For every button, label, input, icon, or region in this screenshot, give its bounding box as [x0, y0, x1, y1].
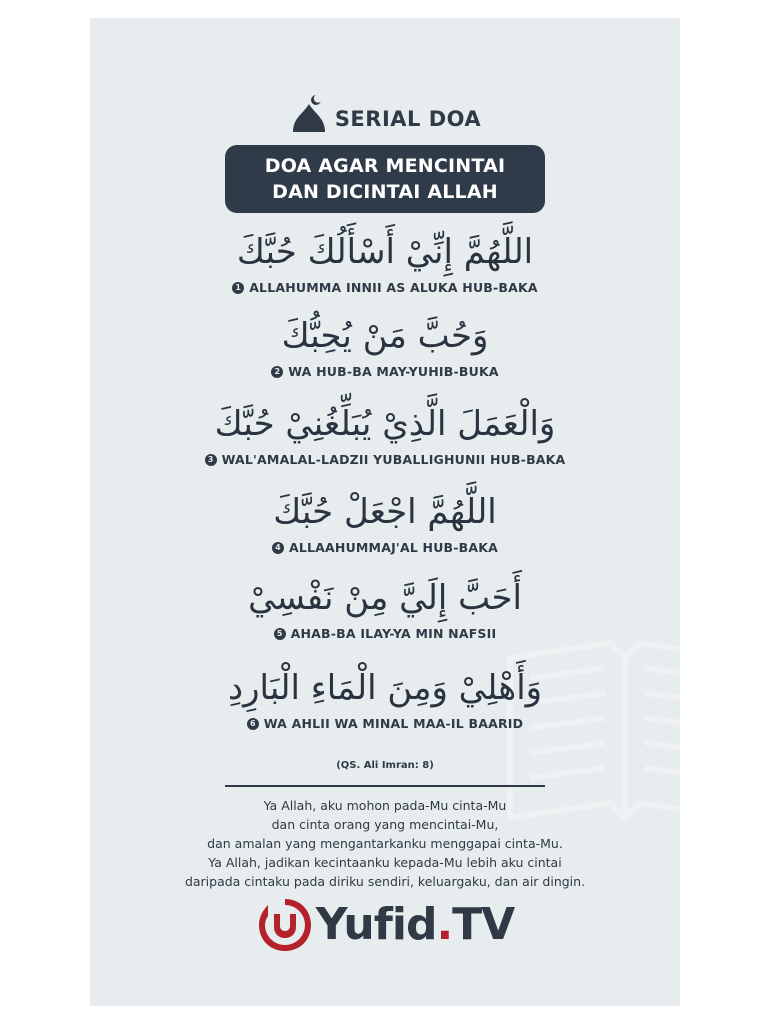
- verse-transliteration: AHAB-BA ILAY-YA MIN NAFSII: [290, 626, 497, 641]
- brand-suffix: TV: [452, 899, 515, 950]
- verse-arabic: وَالْعَمَلَ الَّذِيْ يُبَلِّغُنِيْ حُبَّكَ: [214, 404, 556, 444]
- verse-number-badge: 6: [247, 718, 259, 730]
- title-line-1: DOA AGAR MENCINTAI: [264, 155, 506, 177]
- verse-transliteration-row: [90, 626, 680, 641]
- brand-name: Yufid: [315, 899, 437, 950]
- verse-6: [90, 666, 680, 731]
- yufid-logo: [90, 896, 680, 954]
- translation-line: Ya Allah, aku mohon pada-Mu cinta-Mu: [263, 798, 507, 813]
- divider: [225, 785, 545, 787]
- translation-line: daripada cintaku pada diriku sendiri, keluargaku, dan air dingin.: [184, 874, 586, 889]
- translation-block: [90, 796, 680, 891]
- verse-transliteration: WAL'AMALAL-LADZII YUBALLIGHUNII HUB-BAKA: [221, 452, 566, 467]
- prayer-card: [90, 18, 680, 1006]
- verse-transliteration: ALLAHUMMA INNII AS ALUKA HUB-BAKA: [249, 280, 538, 295]
- verse-number-badge: 5: [274, 628, 286, 640]
- source-citation: (QS. Ali Imran: 8): [336, 760, 434, 771]
- verse-number-badge: 1: [232, 282, 244, 294]
- verse-arabic: وَحُبَّ مَنْ يُحِبُّكَ: [281, 316, 489, 356]
- verse-transliteration: WA HUB-BA MAY-YUHIB-BUKA: [288, 364, 499, 379]
- mosque-dome-icon: [289, 92, 329, 134]
- verse-number-badge: 4: [272, 542, 284, 554]
- verse-transliteration-row: [90, 452, 680, 467]
- verse-3: [90, 402, 680, 467]
- verse-arabic: اللَّهُمَّ اجْعَلْ حُبَّكَ: [273, 492, 497, 532]
- verse-arabic: أَحَبَّ إِلَيَّ مِنْ نَفْسِيْ: [248, 578, 522, 618]
- verse-arabic: اللَّهُمَّ إِنِّيْ أَسْأَلُكَ حُبَّكَ: [236, 232, 534, 272]
- verse-transliteration-row: [90, 716, 680, 731]
- title-banner: [225, 145, 545, 213]
- brand-dot: .: [436, 899, 453, 950]
- yufid-logo-mark-icon: [256, 896, 314, 954]
- verse-transliteration-row: [90, 540, 680, 555]
- verse-transliteration-row: [90, 364, 680, 379]
- verse-transliteration: WA AHLII WA MINAL MAA-IL BAARID: [263, 716, 524, 731]
- verse-2: [90, 314, 680, 379]
- verse-number-badge: 2: [271, 366, 283, 378]
- verse-arabic: وَأَهْلِيْ وَمِنَ الْمَاءِ الْبَارِدِ: [227, 668, 543, 708]
- verse-5: [90, 576, 680, 641]
- brand-wordmark: [316, 896, 515, 954]
- series-header: [90, 92, 680, 134]
- verse-1: [90, 230, 680, 295]
- translation-line: dan amalan yang mengantarkanku menggapai cinta-Mu.: [207, 836, 563, 851]
- title-line-2: DAN DICINTAI ALLAH: [272, 181, 498, 203]
- translation-line: dan cinta orang yang mencintai-Mu,: [271, 817, 499, 832]
- verse-number-badge: 3: [205, 454, 217, 466]
- series-label: SERIAL DOA: [334, 107, 482, 131]
- verse-transliteration: ALLAAHUMMAJ'AL HUB-BAKA: [288, 540, 499, 555]
- verse-transliteration-row: [90, 280, 680, 295]
- translation-line: Ya Allah, jadikan kecintaanku kepada-Mu lebih aku cintai: [208, 855, 562, 870]
- verse-4: [90, 490, 680, 555]
